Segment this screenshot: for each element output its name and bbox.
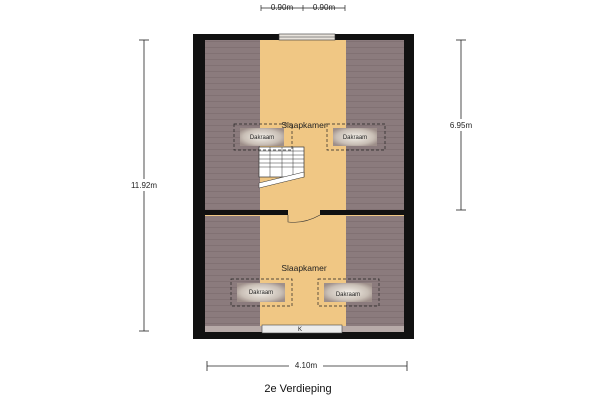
svg-text:Dakraam: Dakraam	[248, 290, 274, 296]
dimension-top-right-label: 0.90m	[312, 3, 336, 12]
floor-title: 2e Verdieping	[264, 383, 332, 395]
svg-text:Dakraam: Dakraam	[335, 292, 361, 298]
dimension-width-label: 4.10m	[294, 361, 318, 370]
dimension-upper-height-label: 6.95m	[449, 121, 473, 130]
k-marker-label: K	[297, 327, 303, 333]
roof-window-lower-right	[318, 279, 379, 306]
room-label-upper: Slaapkamer	[281, 120, 327, 130]
roof-slope-upper-left	[205, 40, 260, 210]
roof-slope-upper-right	[346, 40, 404, 210]
room-label-lower: Slaapkamer	[281, 263, 327, 273]
dimension-top-left-label: 0.90m	[270, 3, 294, 12]
svg-text:Dakraam: Dakraam	[342, 135, 368, 141]
dimension-total-height-label: 11.92m	[130, 181, 158, 190]
svg-text:Dakraam: Dakraam	[249, 135, 275, 141]
roof-window-lower-left	[231, 279, 292, 306]
door-opening	[288, 210, 320, 215]
roof-slope-lower-right	[346, 216, 404, 326]
roof-slope-lower-left	[205, 216, 260, 326]
